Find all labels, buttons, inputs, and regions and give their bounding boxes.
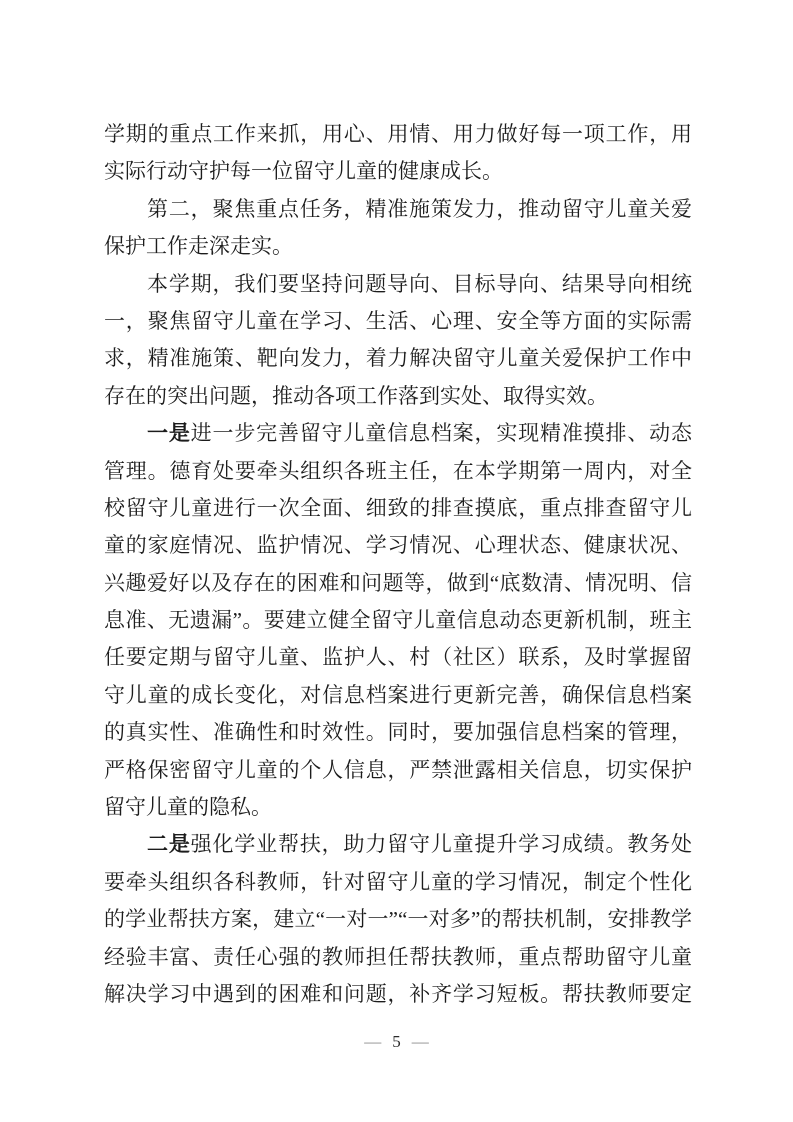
footer-dash-left: — [364,1032,382,1051]
text-run: 强化学业帮扶，助力留守儿童提升学习成绩。教务处 [190,832,692,857]
text-line [104,191,692,228]
text-run: 一，聚焦留守儿童在学习、生活、心理、安全等方面的实际需 [104,308,692,333]
bold-text-run: 一是 [147,421,191,446]
bold-text-run: 二是 [147,832,191,857]
page-number: 5 [392,1032,401,1051]
text-line [104,415,692,452]
text-line [104,490,692,527]
text-run: 严格保密留守儿童的个人信息，严禁泄露相关信息，切实保护 [104,757,692,782]
text-line [104,826,692,863]
text-line [104,901,692,938]
text-run: 实际行动守护每一位留守儿童的健康成长。 [104,159,503,184]
text-line [104,303,692,340]
text-run: 的真实性、准确性和时效性。同时，要加强信息档案的管理， [104,720,692,745]
text-run: 第二，聚焦重点任务，精准施策发力，推动留守儿童关爱 [147,196,692,221]
text-line [104,864,692,901]
text-line [104,153,692,190]
text-run: 管理。德育处要牵头组织各班主任，在本学期第一周内，对全 [104,458,692,483]
text-run: 校留守儿童进行一次全面、细致的排查摸底，重点排查留守儿 [104,495,692,520]
text-line [104,677,692,714]
text-run: 童的家庭情况、监护情况、学习情况、心理状态、健康状况、 [104,533,692,558]
text-run: 本学期，我们要坚持问题导向、目标导向、结果导向相统 [147,271,692,296]
text-run: 解决学习中遇到的困难和问题，补齐学习短板。帮扶教师要定 [104,981,692,1006]
text-line [104,340,692,377]
document-body [104,116,692,1013]
text-line [104,639,692,676]
text-run: 兴趣爱好以及存在的困难和问题等，做到“底数清、情况明、信 [104,570,692,595]
text-run: 的学业帮扶方案，建立“一对一”“一对多”的帮扶机制，安排教学 [104,907,692,932]
text-run: 存在的突出问题，推动各项工作落到实处、取得实效。 [104,383,608,408]
text-line [104,228,692,265]
text-line [104,752,692,789]
text-line [104,266,692,303]
text-line [104,378,692,415]
text-line [104,453,692,490]
text-run: 学期的重点工作来抓，用心、用情、用力做好每一项工作，用 [104,122,692,146]
text-line [104,602,692,639]
text-line [104,976,692,1013]
text-line [104,714,692,751]
text-run: 求，精准施策、靶向发力，着力解决留守儿童关爱保护工作中 [104,346,692,371]
footer-dash-right: — [411,1032,429,1051]
text-run: 保护工作走深走实。 [104,234,293,259]
text-line [104,116,692,153]
text-run: 经验丰富、责任心强的教师担任帮扶教师，重点帮助留守儿童 [104,944,692,969]
text-line [104,789,692,826]
text-line [104,939,692,976]
text-line [104,527,692,564]
text-run: 要牵头组织各科教师，针对留守儿童的学习情况，制定个性化 [104,869,692,894]
text-run: 息准、无遗漏”。要建立健全留守儿童信息动态更新机制，班主 [104,608,692,633]
text-run: 进一步完善留守儿童信息档案，实现精准摸排、动态 [190,421,692,446]
text-run: 留守儿童的隐私。 [104,795,272,820]
text-line [104,565,692,602]
page-footer [0,1031,793,1053]
text-run: 任要定期与留守儿童、监护人、村（社区）联系，及时掌握留 [104,645,692,670]
text-run: 守儿童的成长变化，对信息档案进行更新完善，确保信息档案 [104,682,692,707]
